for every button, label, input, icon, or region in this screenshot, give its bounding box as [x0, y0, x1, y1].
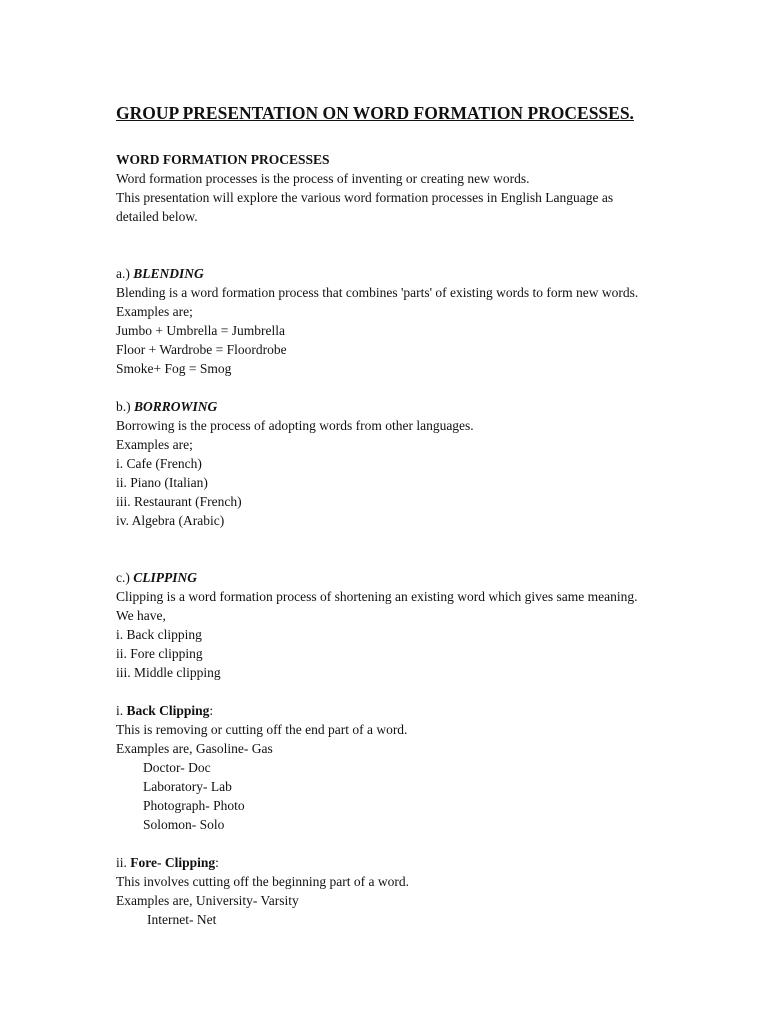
clipping-prefix: c.) [116, 570, 134, 585]
back-clipping-heading-line [116, 701, 656, 720]
clipping-type: iii. Middle clipping [116, 665, 221, 680]
back-clipping-example: Photograph- Photo [143, 798, 245, 813]
clipping-type: i. Back clipping [116, 627, 202, 642]
blending-examples-label: Examples are; [116, 304, 193, 319]
fore-clipping-prefix: ii. [116, 855, 131, 870]
blending-heading: BLENDING [133, 266, 204, 281]
document-page [116, 101, 656, 929]
fore-clipping-heading-line [116, 853, 656, 872]
blending-example: Floor + Wardrobe = Floordrobe [116, 342, 287, 357]
fore-clipping-heading: Fore- Clipping [130, 855, 216, 870]
borrowing-example: i. Cafe (French) [116, 456, 202, 471]
intro-heading: WORD FORMATION PROCESSES [116, 152, 330, 167]
back-clipping-first-example: Examples are, Gasoline- Gas [116, 741, 273, 756]
spacer [116, 682, 656, 701]
fore-clipping-first-example: Examples are, University- Varsity [116, 893, 299, 908]
spacer [116, 834, 656, 853]
blending-example: Jumbo + Umbrella = Jumbrella [116, 323, 285, 338]
back-clipping-example: Solomon- Solo [143, 817, 225, 832]
intro-line-2: This presentation will explore the various word formation processes in English Language as detailed below. [116, 190, 614, 224]
blending-prefix: a.) [116, 266, 134, 281]
back-clipping-definition: This is removing or cutting off the end part of a word. [116, 722, 408, 737]
borrowing-example: iv. Algebra (Arabic) [116, 513, 225, 528]
back-clipping-suffix: : [209, 703, 214, 718]
clipping-heading-line [116, 568, 656, 587]
borrowing-example: iii. Restaurant (French) [116, 494, 242, 509]
fore-clipping-example: Internet- Net [147, 912, 217, 927]
spacer [116, 530, 656, 568]
fore-clipping-suffix: : [215, 855, 219, 870]
back-clipping-prefix: i. [116, 703, 127, 718]
fore-clipping-definition: This involves cutting off the beginning part of a word. [116, 874, 409, 889]
back-clipping-example: Laboratory- Lab [143, 779, 232, 794]
spacer [116, 226, 656, 264]
blending-definition: Blending is a word formation process that combines 'parts' of existing words to form new words. [116, 285, 639, 300]
borrowing-examples-label: Examples are; [116, 437, 193, 452]
clipping-type: ii. Fore clipping [116, 646, 203, 661]
clipping-we-have: We have, [116, 608, 166, 623]
back-clipping-example: Doctor- Doc [143, 760, 211, 775]
borrowing-prefix: b.) [116, 399, 134, 414]
document-title: GROUP PRESENTATION ON WORD FORMATION PROCESSES. [116, 103, 634, 123]
clipping-heading: CLIPPING [133, 570, 197, 585]
borrowing-heading: BORROWING [134, 399, 218, 414]
borrowing-definition: Borrowing is the process of adopting words from other languages. [116, 418, 474, 433]
intro-line-1: Word formation processes is the process of inventing or creating new words. [116, 171, 530, 186]
clipping-definition: Clipping is a word formation process of shortening an existing word which gives same meaning. [116, 589, 638, 604]
back-clipping-heading: Back Clipping [126, 703, 210, 718]
borrowing-example: ii. Piano (Italian) [116, 475, 208, 490]
blending-heading-line [116, 264, 656, 283]
borrowing-heading-line [116, 397, 656, 416]
blending-example: Smoke+ Fog = Smog [116, 361, 232, 376]
spacer [116, 378, 656, 397]
